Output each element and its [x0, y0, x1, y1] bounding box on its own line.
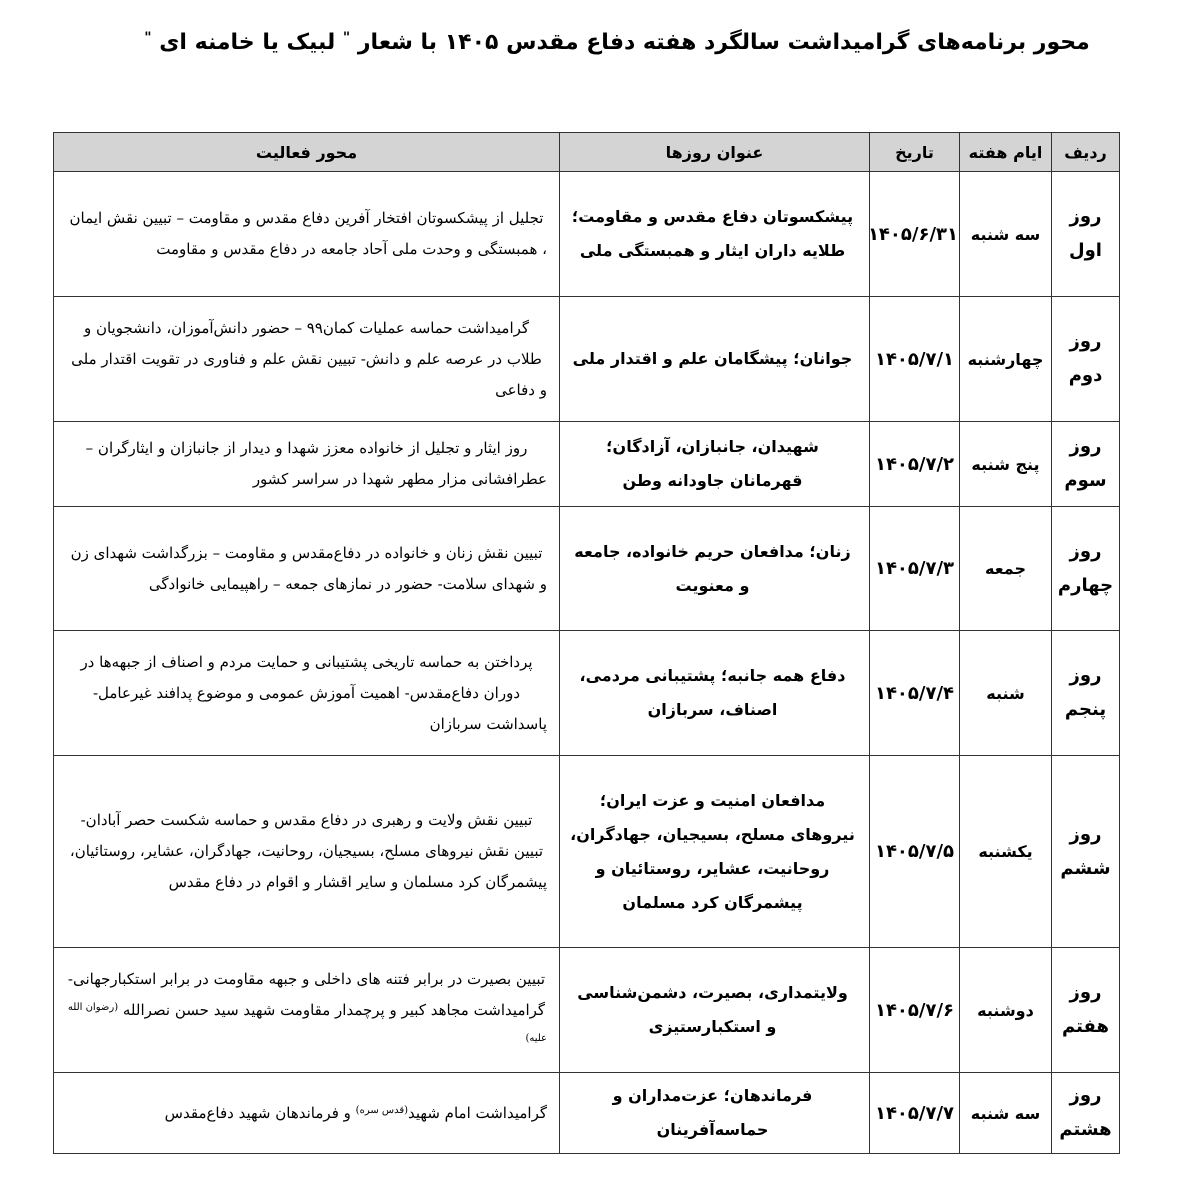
row-activity: تبیین نقش زنان و خانواده در دفاع‌مقدس و مقاومت – بزرگداشت شهدای زن و شهدای سلامت- حضور در نمازهای جمعه – راهپیمایی خانوادگی: [54, 507, 560, 631]
row-day-title: شهیدان، جانبازان، آزادگان؛ قهرمانان جاودانه وطن: [560, 422, 870, 507]
row-label: روز ششم: [1052, 756, 1120, 948]
row-date: ۱۴۰۵/۷/۶: [870, 948, 960, 1073]
row-date: ۱۴۰۵/۷/۳: [870, 507, 960, 631]
title-main: محور برنامه‌های گرامیداشت سالگرد هفته دفاع مقدس ۱۴۰۵ با شعار: [357, 30, 1090, 55]
row-label: روز چهارم: [1052, 507, 1120, 631]
row-activity: روز ایثار و تجلیل از خانواده معزز شهدا و دیدار از جانبازان و ایثارگران – عطرافشانی مزار مطهر شهدا در سراسر کشور: [54, 422, 560, 507]
row-day-title: ولایتمداری، بصیرت، دشمن‌شناسی و استکبارستیزی: [560, 948, 870, 1073]
table-row: [54, 631, 1120, 756]
row-weekday: دوشنبه: [960, 948, 1052, 1073]
row-weekday: شنبه: [960, 631, 1052, 756]
row-day-title: دفاع همه جانبه؛ پشتیبانی مردمی، اصناف، سربازان: [560, 631, 870, 756]
header-date: تاریخ: [870, 133, 960, 172]
row-date: ۱۴۰۵/۶/۳۱: [870, 172, 960, 297]
activity-tail: و فرماندهان شهید دفاع‌مقدس: [164, 1103, 351, 1122]
row-activity: گرامیداشت حماسه عملیات کمان۹۹ – حضور دانش‌آموزان، دانشجویان و طلاب در عرصه علم و دانش- تبیین نقش علم و فناوری در تقویت اقتدار ملی و دفاعی: [54, 297, 560, 422]
row-activity: پرداختن به حماسه تاریخی پشتیبانی و حمایت مردم و اصناف از جبهه‌ها در دوران دفاع‌مقدس- اهمیت آموزش عمومی و موضوع پدافند غیرعامل- پاسداشت سربازان: [54, 631, 560, 756]
activity-note: (قدس سره): [355, 1104, 409, 1116]
row-activity: تبیین نقش ولایت و رهبری در دفاع مقدس و حماسه شکست حصر آبادان- تبیین نقش نیروهای مسلح، بسیجیان، روحانیت، جهادگران، عشایر، روستائیان، پیشمرگان کرد مسلمان و سایر اقشار و اقوام در دفاع مقدس: [54, 756, 560, 948]
title-slogan: لبیک یا خامنه ای: [159, 30, 336, 55]
row-date: ۱۴۰۵/۷/۴: [870, 631, 960, 756]
row-weekday: یکشنبه: [960, 756, 1052, 948]
row-weekday: سه شنبه: [960, 172, 1052, 297]
row-date: ۱۴۰۵/۷/۵: [870, 756, 960, 948]
activity-note: (رضوان الله علیه): [67, 1001, 547, 1044]
row-label: روز هشتم: [1052, 1073, 1120, 1154]
table-row: [54, 1073, 1120, 1154]
row-activity: [54, 1073, 560, 1154]
row-day-title: جوانان؛ پیشگامان علم و اقتدار ملی: [560, 297, 870, 422]
row-day-title: فرماندهان؛ عزت‌مداران و حماسه‌آفرینان: [560, 1073, 870, 1154]
row-date: ۱۴۰۵/۷/۱: [870, 297, 960, 422]
table-row: [54, 756, 1120, 948]
activity-text: تبیین بصیرت در برابر فتنه های داخلی و جبهه مقاومت در برابر استکبارجهانی- گرامیداشت مجاهد کبیر و پرچمدار مقاومت شهید سید حسن نصرالله: [67, 969, 546, 1019]
row-date: ۱۴۰۵/۷/۲: [870, 422, 960, 507]
header-weekday: ایام هفته: [960, 133, 1052, 172]
row-weekday: پنج شنبه: [960, 422, 1052, 507]
table-row: [54, 948, 1120, 1073]
header-day-title: عنوان روزها: [560, 133, 870, 172]
header-activity: محور فعالیت: [54, 133, 560, 172]
table-row: [54, 172, 1120, 297]
row-label: روز اول: [1052, 172, 1120, 297]
row-label: روز سوم: [1052, 422, 1120, 507]
row-weekday: سه شنبه: [960, 1073, 1052, 1154]
row-weekday: چهارشنبه: [960, 297, 1052, 422]
row-day-title: مدافعان امنیت و عزت ایران؛ نیروهای مسلح، بسیجیان، جهادگران، روحانیت، عشایر، روستائیان و پیشمرگان کرد مسلمان: [560, 756, 870, 948]
row-label: روز دوم: [1052, 297, 1120, 422]
table-row: [54, 297, 1120, 422]
row-activity: [54, 948, 560, 1073]
schedule-table: [53, 132, 1120, 1154]
table-row: [54, 422, 1120, 507]
header-row-number: ردیف: [1052, 133, 1120, 172]
row-weekday: جمعه: [960, 507, 1052, 631]
table-header-row: [54, 133, 1120, 172]
row-date: ۱۴۰۵/۷/۷: [870, 1073, 960, 1154]
row-day-title: پیشکسوتان دفاع مقدس و مقاومت؛ طلایه داران ایثار و همبستگی ملی: [560, 172, 870, 297]
row-label: روز هفتم: [1052, 948, 1120, 1073]
page-title: محور برنامه‌های گرامیداشت سالگرد هفته دفاع مقدس ۱۴۰۵ با شعار " لبیک یا خامنه ای ": [144, 30, 1090, 55]
table-row: [54, 507, 1120, 631]
activity-text: گرامیداشت امام شهید: [408, 1103, 547, 1122]
row-day-title: زنان؛ مدافعان حریم خانواده، جامعه و معنویت: [560, 507, 870, 631]
row-label: روز پنجم: [1052, 631, 1120, 756]
row-activity: تجلیل از پیشکسوتان افتخار آفرین دفاع مقدس و مقاومت – تبیین نقش ایمان ، همبستگی و وحدت ملی آحاد جامعه در دفاع مقدس و مقاومت: [54, 172, 560, 297]
